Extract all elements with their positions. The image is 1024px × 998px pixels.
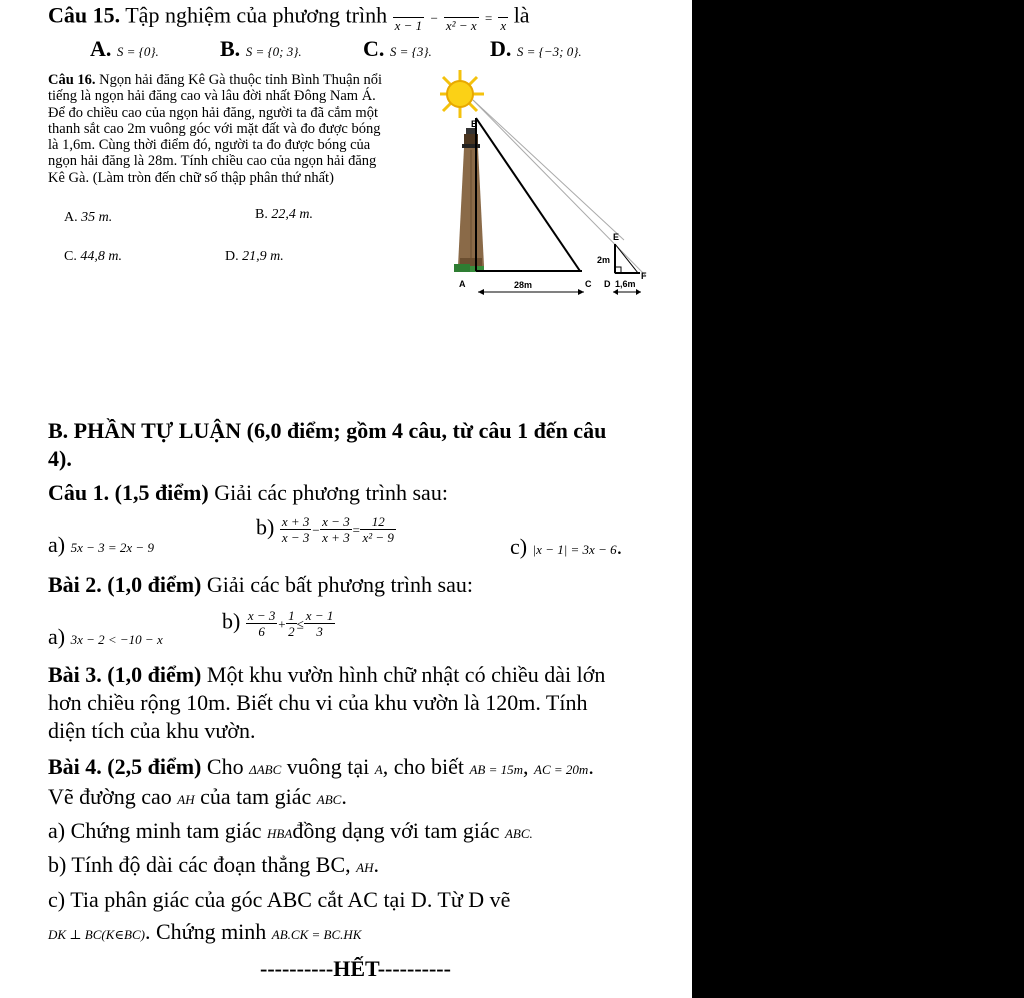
q15-frac-3: x bbox=[498, 2, 508, 33]
bai4-line-1: Bài 4. (2,5 điểm) Cho ΔABC vuông tại A, cho biết AB = 15m, AC = 20m. bbox=[48, 754, 594, 779]
bai2-heading: Bài 2. (1,0 điểm) Giải các bất phương trình sau: bbox=[48, 572, 473, 597]
label-28m: 28m bbox=[514, 280, 533, 290]
label-a: A bbox=[459, 279, 466, 289]
section-b-title-1: B. PHẦN TỰ LUẬN (6,0 điểm; gồm 4 câu, từ câu 1 đến câu bbox=[48, 418, 607, 443]
q15-suffix: là bbox=[513, 2, 530, 28]
q16-label: Câu 16. bbox=[48, 72, 96, 88]
q15-line bbox=[48, 2, 530, 33]
cau1-b: b) $\frac{x + 3}{x - 3}$ − $\frac{x - 3}{x + 3}$ = $\frac{12}{\text{x² − 9}}$ bbox=[256, 514, 394, 545]
q15-option-a: A. S = {0}. bbox=[90, 36, 159, 61]
bai4-part-c-line-2: DK ⊥ BC(K∈BC). Chứng minh AB.CK = BC.HK bbox=[48, 919, 362, 944]
q16-option-b: B. 22,4 m. bbox=[255, 207, 313, 222]
section-b-title-2: 4). bbox=[48, 446, 72, 471]
label-2m: 2m bbox=[597, 255, 611, 265]
q15-frac-2: x² − x bbox=[444, 2, 479, 33]
right-black-margin bbox=[692, 0, 1024, 998]
bai4-line-2: Vẽ đường cao AH của tam giác ABC. bbox=[48, 784, 347, 809]
label-b: B bbox=[471, 119, 478, 129]
q16-option-c: C. 44,8 m. bbox=[64, 249, 122, 264]
bai4-part-b: b) Tính độ dài các đoạn thẳng BC, AH. bbox=[48, 852, 379, 877]
bai3-line-2: hơn chiều rộng 10m. Biết chu vi của khu vườn là 120m. Tính bbox=[48, 690, 588, 715]
cau1-c: c) |x − 1| = 3x − 6. bbox=[510, 534, 623, 559]
bai3-line-3: diện tích của khu vườn. bbox=[48, 718, 256, 743]
q15-option-c: C. S = {3}. bbox=[363, 36, 432, 61]
q16-text-block: Câu 16. Ngọn hải đăng Kê Gà thuộc tỉnh Bình Thuận nổi tiếng là ngọn hải đăng cao và lâu đời nhất Đông Nam Á. Để đo chiều cao của ngọn hải đăng, người ta đã cắm một thanh sắt cao 2m vuông góc với mặt đất và đo được bóng là 1,6m. Cùng thời điểm đó, người ta đo được bóng của ngọn hải đăng là 28m. Tính chiều cao của ngọn hải đăng Kê Gà. (Làm tròn đến chữ số thập phân thứ nhất) bbox=[48, 72, 383, 186]
q15-text: Tập nghiệm của phương trình bbox=[125, 2, 388, 28]
lighthouse-image bbox=[454, 128, 484, 272]
label-d: D bbox=[604, 279, 611, 289]
label-1-6m: 1,6m bbox=[615, 279, 636, 289]
bai2-a: a) 3x − 2 < −10 − x bbox=[48, 624, 163, 649]
bai4-part-a: a) Chứng minh tam giác HBAđồng dạng với tam giác ABC. bbox=[48, 818, 533, 843]
q15-eq: = bbox=[484, 10, 493, 26]
q15-option-d: D. S = {−3; 0}. bbox=[490, 36, 582, 61]
q15-op1: − bbox=[429, 10, 439, 26]
cau1-heading: Câu 1. (1,5 điểm) Giải các phương trình sau: bbox=[48, 480, 448, 505]
bai2-b: b) $\frac{x - 3}{6}$ + $\frac{1}{2}$ ≤ $\frac{x - 1}{3}$ bbox=[222, 608, 334, 639]
label-c: C bbox=[585, 279, 592, 289]
q16-option-d: D. 21,9 m. bbox=[225, 249, 284, 264]
bai4-part-c-line-1: c) Tia phân giác của góc ABC cắt AC tại D. Từ D vẽ bbox=[48, 887, 511, 912]
sun-ray-line bbox=[473, 100, 624, 240]
bai3-line-1: Bài 3. (1,0 điểm) Một khu vườn hình chữ nhật có chiều dài lớn bbox=[48, 662, 606, 687]
q15-label: Câu 15. bbox=[48, 2, 121, 28]
label-f: F bbox=[641, 271, 647, 281]
end-marker: ----------HẾT---------- bbox=[260, 956, 451, 981]
q15-option-b: B. S = {0; 3}. bbox=[220, 36, 302, 61]
sun-icon bbox=[440, 70, 484, 118]
q15-frac-1: x − 1 bbox=[393, 2, 425, 33]
lighthouse-figure bbox=[440, 62, 680, 302]
q16-option-a: A. 35 m. bbox=[64, 210, 113, 225]
label-e: E bbox=[613, 232, 620, 242]
cau1-a: a) 5x − 3 = 2x − 9 bbox=[48, 532, 154, 557]
